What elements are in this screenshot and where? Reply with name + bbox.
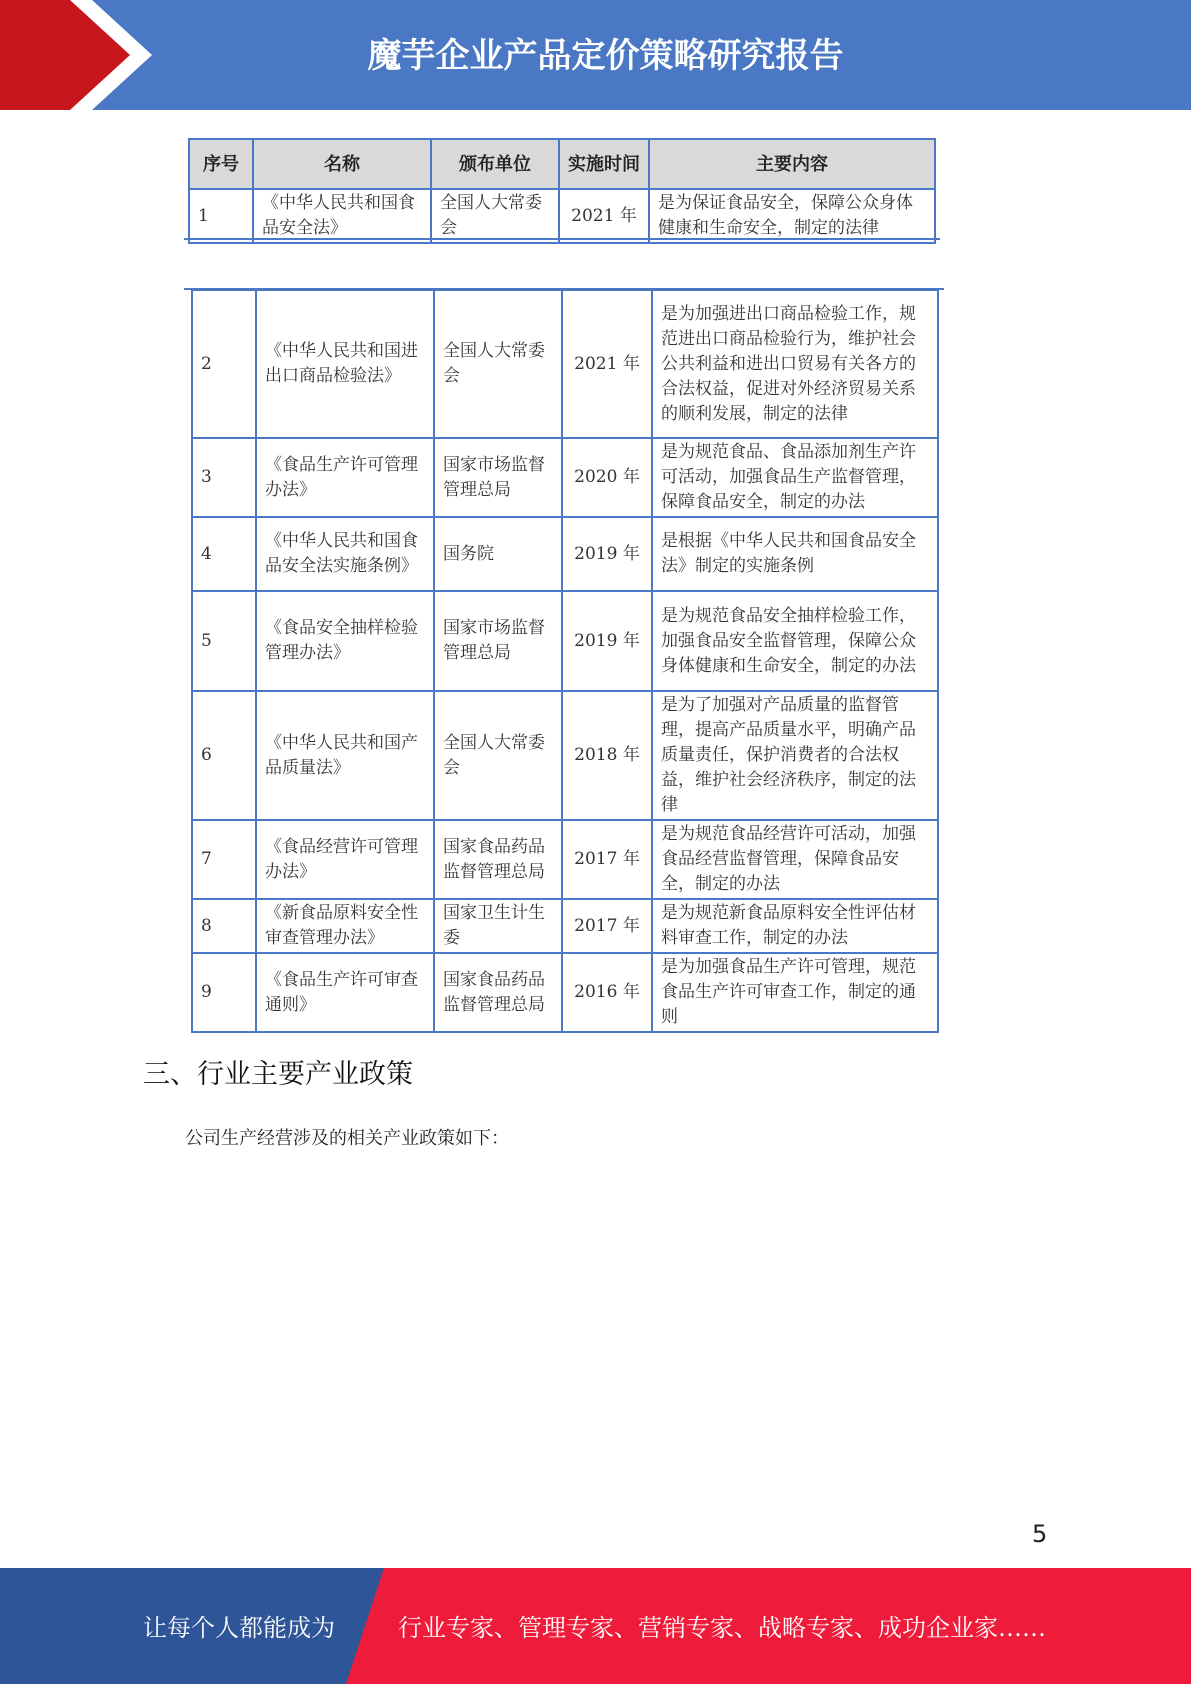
- cell-issuer: 国家卫生计生委: [434, 899, 562, 953]
- cell-name: 《中华人民共和国食品安全法》: [253, 189, 431, 243]
- table-row: [192, 691, 938, 820]
- cell-date: 2019 年: [562, 591, 652, 691]
- cell-no: 6: [192, 691, 256, 820]
- table-divider-line: [184, 238, 940, 240]
- cell-no: 8: [192, 899, 256, 953]
- cell-no: 9: [192, 953, 256, 1032]
- cell-content: 是为了加强对产品质量的监督管理，提高产品质量水平，明确产品质量责任，保护消费者的合法权益，维护社会经济秩序，制定的法律: [652, 691, 938, 820]
- page-number: 5: [1032, 1520, 1048, 1548]
- column-header-content: 主要内容: [649, 139, 935, 189]
- cell-no: 4: [192, 517, 256, 591]
- cell-no: 2: [192, 290, 256, 438]
- section-heading: 三、行业主要产业政策: [143, 1059, 413, 1090]
- cell-issuer: 国家食品药品监督管理总局: [434, 953, 562, 1032]
- table-row: [189, 189, 935, 243]
- page-header: [0, 0, 1191, 110]
- table-row: [192, 438, 938, 517]
- cell-no: 1: [189, 189, 253, 243]
- column-header-name: 名称: [253, 139, 431, 189]
- cell-content: 是为加强进出口商品检验工作，规范进出口商品检验行为，维护社会公共利益和进出口贸易有关各方的合法权益，促进对外经济贸易关系的顺利发展，制定的法律: [652, 290, 938, 438]
- column-header-no: 序号: [189, 139, 253, 189]
- cell-date: 2017 年: [562, 820, 652, 899]
- cell-content: 是为保证食品安全，保障公众身体健康和生命安全，制定的法律: [649, 189, 935, 243]
- cell-content: 是为规范食品经营许可活动，加强食品经营监督管理，保障食品安全，制定的办法: [652, 820, 938, 899]
- cell-name: 《新食品原料安全性审查管理办法》: [256, 899, 434, 953]
- table-row: [192, 953, 938, 1032]
- cell-date: 2020 年: [562, 438, 652, 517]
- page-footer: [0, 1568, 1191, 1684]
- cell-date: 2021 年: [559, 189, 649, 243]
- table-row: [192, 290, 938, 438]
- table-header-row: [189, 139, 935, 189]
- regulations-table-part1: [188, 138, 936, 244]
- cell-no: 3: [192, 438, 256, 517]
- body-paragraph: 公司生产经营涉及的相关产业政策如下：: [185, 1128, 509, 1149]
- cell-content: 是为规范新食品原料安全性评估材料审查工作，制定的办法: [652, 899, 938, 953]
- cell-content: 是为规范食品安全抽样检验工作，加强食品安全监督管理，保障公众身体健康和生命安全，制定的办法: [652, 591, 938, 691]
- table-row: [192, 820, 938, 899]
- cell-date: 2021 年: [562, 290, 652, 438]
- cell-date: 2019 年: [562, 517, 652, 591]
- cell-issuer: 国家市场监督管理总局: [434, 591, 562, 691]
- cell-content: 是为加强食品生产许可管理，规范食品生产许可审查工作，制定的通则: [652, 953, 938, 1032]
- cell-date: 2017 年: [562, 899, 652, 953]
- cell-name: 《食品经营许可管理办法》: [256, 820, 434, 899]
- cell-issuer: 全国人大常委会: [434, 290, 562, 438]
- cell-issuer: 全国人大常委会: [434, 691, 562, 820]
- cell-issuer: 国家食品药品监督管理总局: [434, 820, 562, 899]
- cell-content: 是根据《中华人民共和国食品安全法》制定的实施条例: [652, 517, 938, 591]
- table-row: [192, 899, 938, 953]
- table-row: [192, 517, 938, 591]
- column-header-issuer: 颁布单位: [431, 139, 559, 189]
- cell-date: 2018 年: [562, 691, 652, 820]
- cell-content: 是为规范食品、食品添加剂生产许可活动，加强食品生产监督管理，保障食品安全，制定的办法: [652, 438, 938, 517]
- cell-name: 《食品安全抽样检验管理办法》: [256, 591, 434, 691]
- footer-slogan-left: 让每个人都能成为: [143, 1614, 335, 1642]
- footer-slogan-right: 行业专家、管理专家、营销专家、战略专家、成功企业家……: [398, 1614, 1046, 1642]
- table-row: [192, 591, 938, 691]
- cell-no: 7: [192, 820, 256, 899]
- cell-name: 《食品生产许可管理办法》: [256, 438, 434, 517]
- cell-name: 《食品生产许可审查通则》: [256, 953, 434, 1032]
- report-title: 魔芋企业产品定价策略研究报告: [367, 36, 844, 76]
- cell-name: 《中华人民共和国食品安全法实施条例》: [256, 517, 434, 591]
- cell-no: 5: [192, 591, 256, 691]
- cell-issuer: 国家市场监督管理总局: [434, 438, 562, 517]
- column-header-date: 实施时间: [559, 139, 649, 189]
- cell-issuer: 全国人大常委会: [431, 189, 559, 243]
- cell-name: 《中华人民共和国产品质量法》: [256, 691, 434, 820]
- cell-name: 《中华人民共和国进出口商品检验法》: [256, 290, 434, 438]
- regulations-table-part2: [191, 289, 939, 1033]
- cell-issuer: 国务院: [434, 517, 562, 591]
- cell-date: 2016 年: [562, 953, 652, 1032]
